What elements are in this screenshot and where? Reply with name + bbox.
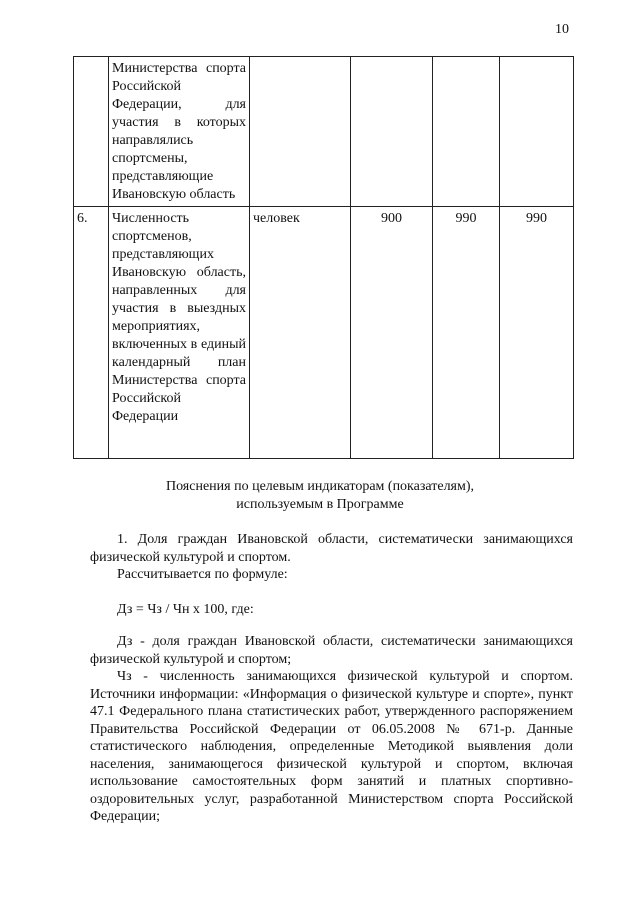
heading-line: используемым в Программе — [236, 497, 404, 512]
indicators-table — [73, 56, 574, 459]
row-number-cell — [74, 57, 109, 207]
table-row — [74, 57, 574, 207]
row-number-cell: 6. — [74, 207, 109, 459]
heading-line: Пояснения по целевым индикаторам (показателям), — [165, 479, 475, 494]
body-text — [90, 531, 573, 584]
unit-cell — [250, 57, 351, 207]
paragraph: Чз - численность занимающихся физической культурой и спортом. Источники информации: «Информация о физической культуре и спорте», пункт 47.1 Федерального плана статистических работ, утвержденного распоряжением Правительства Российской Федерации от 06.05.2008 № 671-р. Данные статистического наблюдения, определенные Методикой выявления доли населения, занимающегося физической культурой и спортом, включая использование самостоятельных форм занятий и платных спортивно-оздоровительных услуг, разработанной Министерством спорта Российской Федерации; — [90, 669, 573, 824]
indicator-name-cell: Численность спортсменов, представляющих Ивановскую область, направленных для участия в выездных мероприятиях, включенных в единый календарный план Министерства спорта Российской Федерации — [109, 207, 250, 459]
formula-block — [90, 601, 573, 619]
table-row — [74, 207, 574, 459]
unit-cell: человек — [250, 207, 351, 459]
value-cell — [433, 57, 500, 207]
formula: Дз = Чз / Чн х 100, где: — [117, 602, 254, 617]
page-number: 10 — [555, 22, 569, 37]
section-heading — [0, 478, 640, 514]
paragraph: 1. Доля граждан Ивановской области, систематически занимающихся физической культурой и спортом. — [90, 532, 573, 565]
value-cell: 990 — [433, 207, 500, 459]
paragraph: Рассчитывается по формуле: — [117, 567, 288, 582]
value-cell: 990 — [500, 207, 574, 459]
definitions-block — [90, 633, 573, 826]
value-cell: 900 — [351, 207, 433, 459]
value-cell — [351, 57, 433, 207]
paragraph: Дз - доля граждан Ивановской области, систематически занимающихся физической культурой и спортом; — [90, 634, 573, 667]
value-cell — [500, 57, 574, 207]
indicator-name-cell: Министерства спорта Российской Федерации, для участия в которых направлялись спортсмены, представляющие Ивановскую область — [109, 57, 250, 207]
